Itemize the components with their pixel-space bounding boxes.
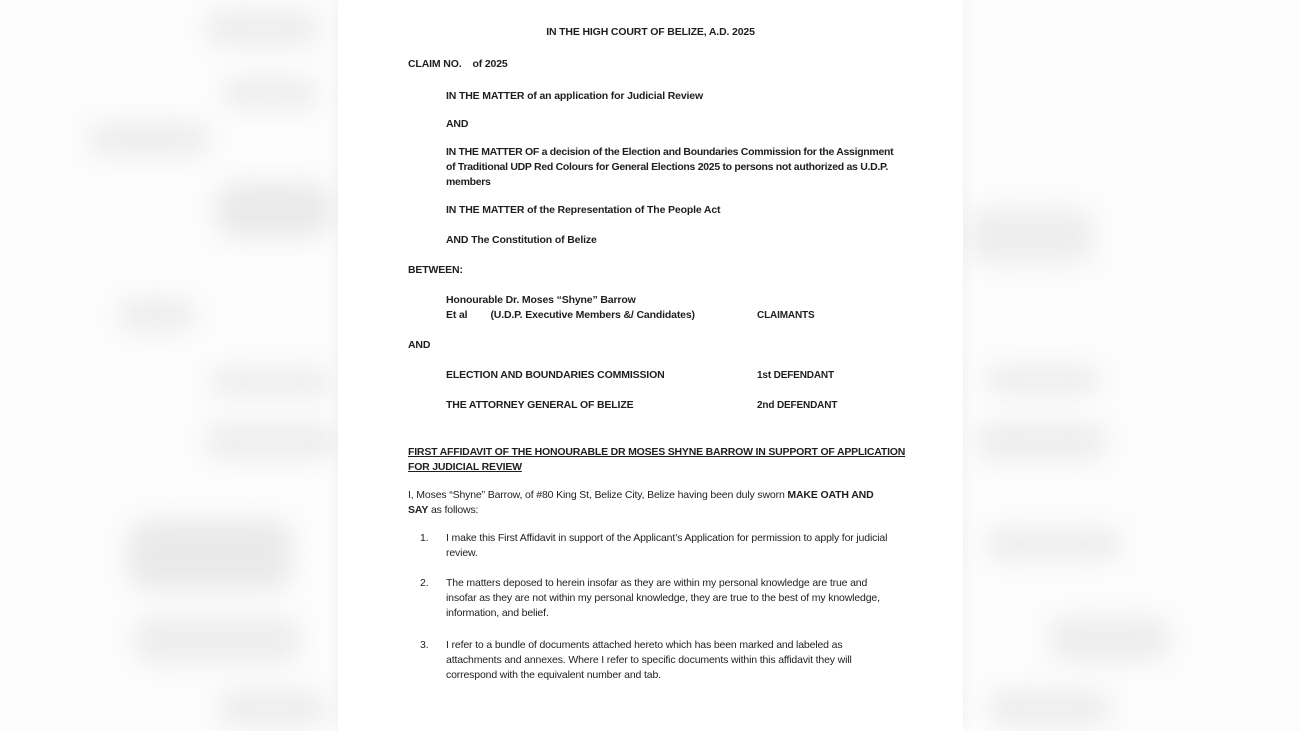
matter-line-1: IN THE MATTER of an application for Judicial Review	[446, 90, 704, 102]
blurred-text-artifact	[205, 10, 320, 46]
oath-paragraph	[408, 488, 893, 518]
claimant-etal-name: (U.D.P. Executive Members &/ Candidates)	[490, 309, 695, 321]
affidavit-item-3	[420, 638, 893, 683]
claimant-etal-prefix: Et al	[446, 309, 468, 321]
item-text: The matters deposed to herein insofar as they are within my personal knowledge are true and insofar as they are not within my personal knowledge, they are true to the best of my knowledge, information, and belief.	[446, 577, 880, 619]
blurred-text-artifact	[222, 78, 318, 108]
between-label: BETWEEN:	[408, 264, 463, 276]
affidavit-title: FIRST AFFIDAVIT OF THE HONOURABLE DR MOSES SHYNE BARROW IN SUPPORT OF APPLICATION FOR JUDICIAL REVIEW	[408, 446, 906, 473]
claim-number-label: CLAIM NO.	[408, 58, 462, 70]
blurred-text-artifact	[118, 298, 196, 332]
item-number: 3.	[420, 639, 429, 651]
item-number: 2.	[420, 577, 429, 589]
blurred-text-artifact	[975, 423, 1107, 461]
blurred-text-artifact	[88, 122, 210, 156]
oath-text-end: as follows:	[428, 504, 479, 516]
defendant-role-label: 2nd DEFENDANT	[757, 400, 838, 411]
blurred-text-artifact	[133, 616, 301, 664]
item-number: 1.	[420, 532, 429, 544]
blurred-text-artifact	[968, 208, 1094, 264]
and-separator-1: AND	[446, 118, 469, 130]
blurred-text-artifact	[210, 368, 332, 396]
document-page	[338, 0, 963, 731]
blurred-text-artifact	[128, 520, 292, 590]
affidavit-paragraph-list	[408, 531, 893, 683]
defendant-row-1	[446, 368, 893, 383]
defendant-row-2	[446, 398, 893, 413]
blurred-text-artifact	[985, 528, 1121, 560]
defendant-name: THE ATTORNEY GENERAL OF BELIZE	[446, 399, 634, 411]
claimant-etal-row	[446, 308, 893, 323]
affidavit-item-2	[420, 576, 893, 621]
oath-text-start: I, Moses “Shyne” Barrow, of #80 King St, Belize City, Belize having been duly sworn	[408, 489, 788, 501]
affidavit-item-1	[420, 531, 893, 561]
blurred-text-artifact	[218, 690, 328, 726]
claim-number-value: of 2025	[472, 58, 508, 70]
matter-line-3: AND The Constitution of Belize	[446, 234, 597, 246]
item-text: I refer to a bundle of documents attached hereto which has been marked and labeled as attachments and annexes. Where I refer to specific documents within this affidavit they will correspond with the equivalent number and tab.	[446, 639, 852, 681]
defendant-name: ELECTION AND BOUNDARIES COMMISSION	[446, 369, 665, 381]
claimant-name: Honourable Dr. Moses “Shyne” Barrow	[446, 294, 636, 306]
matter-paragraph: IN THE MATTER OF a decision of the Election and Boundaries Commission for the Assignment of Traditional UDP Red Colours for General Elections 2025 to persons not authorized as U.D.P. members	[446, 146, 894, 188]
blurred-text-artifact	[1048, 616, 1170, 662]
claim-number-line	[408, 57, 893, 72]
blurred-text-artifact	[205, 423, 337, 459]
claimants-role-label: CLAIMANTS	[757, 310, 815, 321]
item-text: I make this First Affidavit in support of the Applicant’s Application for permission to apply for judicial review.	[446, 532, 888, 559]
claimant-etal-cell	[446, 308, 757, 323]
court-header: IN THE HIGH COURT OF BELIZE, A.D. 2025	[546, 26, 755, 38]
blurred-text-artifact	[216, 183, 332, 237]
blurred-text-artifact	[988, 690, 1112, 726]
claimant-block	[446, 293, 893, 323]
defendant-role-label: 1st DEFENDANT	[757, 370, 834, 381]
blurred-text-artifact	[985, 366, 1101, 394]
oath-text-bold: MAKE OATH AND SAY	[408, 489, 874, 516]
matter-line-2: IN THE MATTER of the Representation of The People Act	[446, 204, 721, 216]
and-separator-2: AND	[408, 339, 431, 351]
